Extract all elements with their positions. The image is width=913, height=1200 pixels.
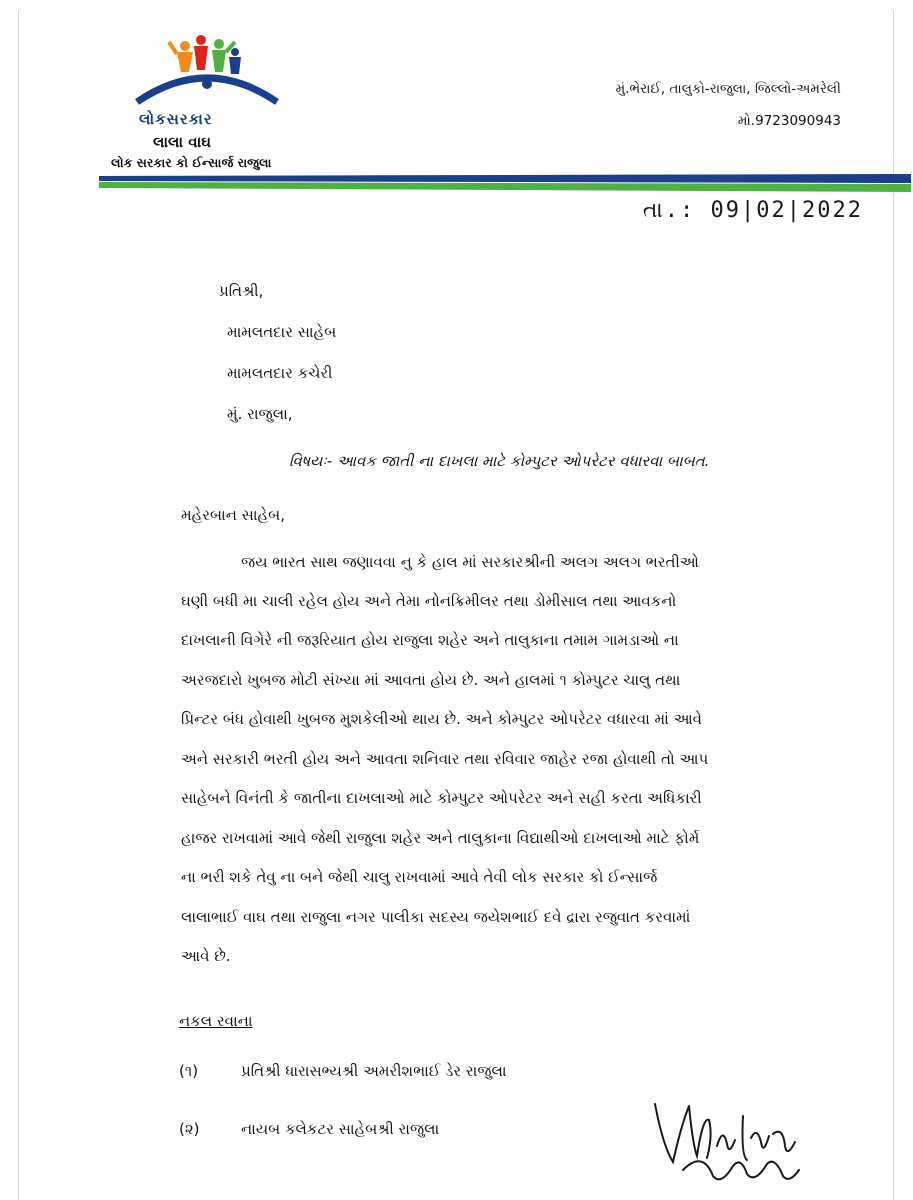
addressee-line: મામલતદાર સાહેબ [227, 323, 337, 341]
body-line: ઘણી બધી મા ચાલી રહેલ હોય અને તેમા નોનક્રિમીલર તથા ડોમીસાલ તથા આવકનો [181, 592, 677, 610]
body-line: દાખલાની વિગેરે ની જરૂરિયાત હોય રાજુલા શહેર અને તાલુકાના તમામ ગામડાઓ ના [181, 631, 679, 649]
handwritten-signature [643, 1086, 803, 1190]
lok-sarkar-logo [127, 32, 287, 112]
addressee-line: પ્રતિશ્રી, [219, 282, 264, 300]
body-line: અરજદારો ખુબજ મોટી સંખ્યા માં આવતા હોય છે. અને હાલમાં ૧ કોમ્પુટર ચાલુ તથા [181, 671, 681, 689]
letter-date: તા.: 09|02|2022 [642, 198, 863, 223]
incharge-title: લોક સરકાર કો ઈન્સાર્જ રાજુલા [111, 155, 272, 170]
letterhead-band [99, 174, 911, 192]
sender-mobile: મો.9723090943 [737, 113, 841, 129]
body-line: અને સરકારી ભરતી હોય અને આવતા શનિવાર તથા રવિવાર જાહેર રજા હોવાથી તો આપ [181, 750, 709, 768]
addressee-line: મામલતદાર કચેરી [227, 364, 333, 382]
person-name: લાલા વાઘ [153, 133, 212, 151]
addressee-line: મું. રાજુલા, [227, 405, 293, 423]
copy-recipient: નાયબ કલેકટર સાહેબશ્રી રાજુલા [241, 1120, 440, 1138]
body-line: લાલાભાઈ વાઘ તથા રાજુલા નગર પાલીકા સદસ્ય જયેશભાઈ દવે દ્રારા રજુવાત કરવામાં [181, 908, 691, 926]
body-line: હાજર રાખવામાં આવે જેથી રાજુલા શહેર અને તાલુકાના વિદ્યાથીઓ દાખલાઓ માટે ફોર્મ [181, 829, 700, 847]
sender-address: મું.ભેરાઈ, તાલુકો-રાજુલા, જિલ્લો-અમરેલી [615, 81, 841, 97]
salutation: મહેરબાન સાહેબ, [181, 506, 285, 524]
copy-heading: નકલ રવાના [179, 1012, 253, 1030]
org-name: લોકસરકાર [139, 110, 213, 128]
body-line: પ્રિન્ટર બંધ હોવાથી ખુબજ મુશકેલીઓ થાય છે. અને કોમ્પુટર ઓપરેટર વધારવા માં આવે [181, 710, 703, 728]
body-line: જય ભારત સાથ જણાવવા નુ કે હાલ માં સરકારશ્રીની અલગ અલગ ભરતીઓ [241, 553, 699, 571]
copy-number: (૧) [179, 1062, 199, 1080]
subject-line: વિષયઃ- આવક જાતી ના દાખલા માટે કોમ્પુટર ઓપરેટર વધારવા બાબત. [289, 452, 710, 470]
body-line: આવે છે. [181, 947, 231, 965]
body-line: ના ભરી શકે તેવુ ના બને જેથી ચાલુ રાખવામાં આવે તેવી લોક સરકાર કો ઈન્સાર્જ [181, 868, 658, 886]
copy-recipient: પ્રતિશ્રી ધારાસભ્યશ્રી અમરીશભાઈ ડેર રાજુલા [241, 1062, 507, 1080]
letter-page [18, 10, 894, 1200]
copy-number: (૨) [179, 1120, 200, 1138]
body-line: સાહેબને વિનંતી કે જાતીના દાખલાઓ માટે કોમ્પુટર ઓપરેટર અને સહી કરતા અધિકારી [181, 789, 702, 807]
